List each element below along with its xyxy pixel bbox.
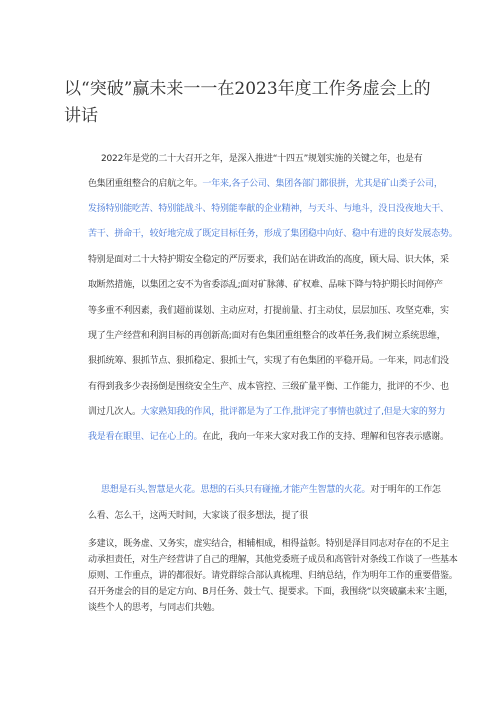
p1-line-12 xyxy=(88,431,449,443)
p1-line-5: 特别是面对二十大特护期安全稳定的严厉要求，我们站在讲政治的高度，顾大局、识大体，采 xyxy=(88,255,449,265)
title-line-1: 以“突破”赢未来一一在2023年度工作务虚会上的 xyxy=(64,79,431,99)
p1-line-2-text: 色集团重组整合的启航之年。 xyxy=(88,179,203,189)
p2-line-1-text: 对于明年的工作怎 xyxy=(370,485,441,495)
p1-line-11-text: 训过几次人。 xyxy=(88,407,141,417)
p2-line-2: 么看、怎么干，这两天时间，大家谈了很多想法，提了很 xyxy=(88,511,309,521)
p3-line-3: 原则、工作重点，讲的都很好。请党群综合部认真梳理、归纳总结，作为明年工作的重要借鉴。 xyxy=(88,571,458,581)
p3-line-4: 召开务虚会的目的是定方向、B月任务、鼓士气、提要求。下面，我围绕“以突破赢未来’主题， xyxy=(88,587,454,597)
p1-line-2 xyxy=(88,178,443,190)
p3-line-1: 多建议，既务虚、又务实，虚实结合，相辅相成，相得益彰。特别是泽目同志对存在的不足主 xyxy=(88,539,449,549)
p1-line-1: 2022年是党的二十大召开之年，是深入推进“十四五”规划实施的关键之年，也是有 xyxy=(101,154,423,164)
p1-line-12-highlight: 我是看在眼里、记在心上的。 xyxy=(88,432,203,442)
p1-line-9: 狠抓统筹、狠抓节点、狠抓稳定、狠抓士气，实现了有色集团的平稳开局。一年来，同志们没 xyxy=(88,356,449,366)
p2-line-1-highlight: 思想是石头,智慧是火花。思想的石头只有碰撞,才能产生智慧的火花。 xyxy=(101,485,371,495)
p1-line-6: 取断然措施，以集团之安不为省委添乱;面对矿脉薄、矿权难、品味下降与特护期长时间停产 xyxy=(88,280,443,290)
p1-line-3: 发扬特别能吃苦、特别能战斗、特别能奉献的企业精神，与天斗、与地斗，没日没夜地大干、 xyxy=(88,204,449,214)
p1-line-2-highlight: 一年来,各子公司、集团各部门都很拼，尤其是矿山类子公司， xyxy=(202,179,443,189)
p3-line-2: 动承担责任，对生产经营讲了自己的理解，其他党委班子成员和高管针对条线工作谈了一些基本 xyxy=(88,555,458,565)
title-line-2: 讲话 xyxy=(64,106,98,126)
p3-line-5: 谈些个人的思考，与同志们共勉。 xyxy=(88,603,221,613)
p1-line-8: 现了生产经营和利润目标的再创新高;面对有色集团重组整合的改革任务,我们树立系统思维， xyxy=(88,331,446,341)
document-title xyxy=(64,76,444,130)
p1-line-4: 苦干、拼命干，较好地完成了既定目标任务，形成了集团稳中向好、稳中有进的良好发展态势。 xyxy=(88,229,458,239)
p1-line-11 xyxy=(88,406,446,418)
p1-line-12-text: 在此，我向一年来大家对我工作的支持、理解和包容表示感谢。 xyxy=(202,432,449,442)
p2-line-1 xyxy=(101,484,446,496)
p1-line-7: 等多重不利因素，我们超前谋划、主动应对，打提前量、打主动仗，层层加压、攻坚克难，实 xyxy=(88,306,449,316)
p1-line-11-highlight: 大家熟知我的作风，批评都是为了工作,批评完了事情也就过了,但是大家的努力 xyxy=(140,407,446,417)
p1-line-10: 有得到我多少表扬倒是围绕安全生产、成本管控、三级矿量平衡、工作能力，批评的不少、也 xyxy=(88,382,449,392)
